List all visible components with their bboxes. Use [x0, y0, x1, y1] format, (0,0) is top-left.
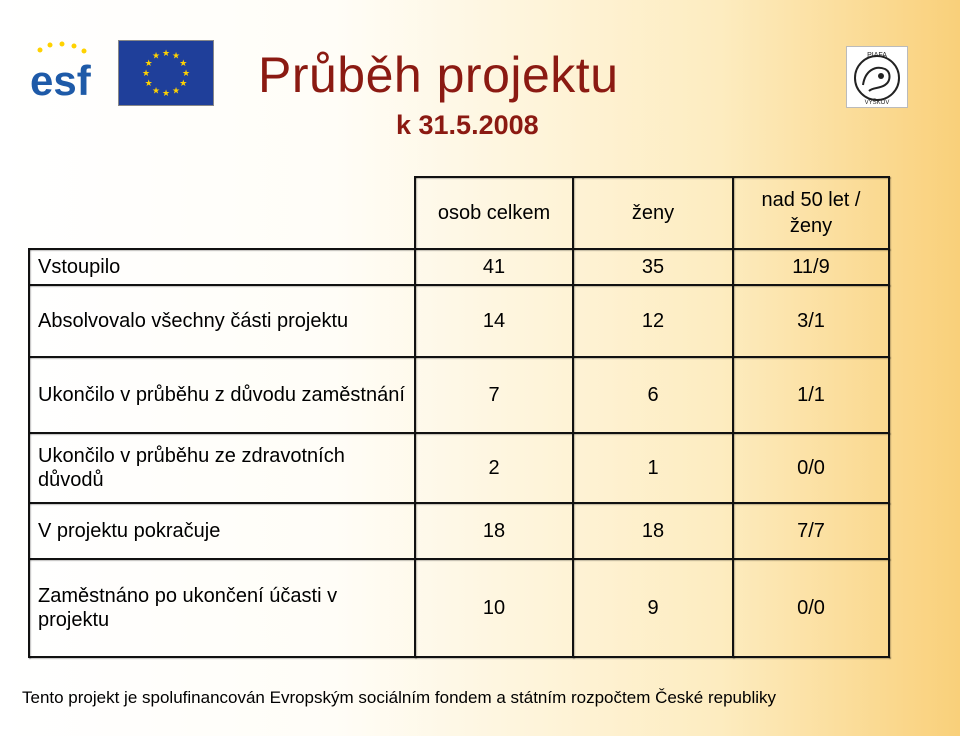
- table-border: [28, 248, 30, 658]
- cell-women: 18: [641, 519, 665, 542]
- cell-over50: 0/0: [797, 456, 825, 479]
- page-subtitle: k 31.5.2008: [396, 110, 539, 140]
- cell-women: 6: [647, 383, 659, 406]
- row-label: Zaměstnáno po ukončení účasti v projektu: [38, 585, 338, 631]
- eu-star-icon: ★: [161, 48, 171, 58]
- table-border: [888, 176, 890, 658]
- eu-star-icon: ★: [151, 85, 161, 96]
- piafa-logo-text: PIAFA: [867, 52, 887, 59]
- esf-logo: [28, 40, 104, 102]
- piafa-logo-subtext: VYŠKOV: [864, 100, 890, 106]
- eu-star-icon: ★: [144, 78, 153, 88]
- cell-women: 1: [647, 456, 659, 479]
- eu-flag-logo: [118, 40, 214, 106]
- cell-women: 9: [647, 596, 659, 619]
- summary-table: [28, 176, 890, 658]
- column-header-over50: nad 50 let /ženy: [761, 189, 861, 237]
- cell-total: 18: [482, 519, 506, 542]
- eu-star-icon: ★: [179, 78, 188, 88]
- column-header-women: ženy: [631, 201, 675, 224]
- cell-total: 7: [488, 383, 500, 406]
- row-label: V projektu pokračuje: [38, 520, 221, 542]
- row-label: Ukončilo v průběhu ze zdravotních důvodů: [38, 445, 345, 491]
- cell-over50: 11/9: [792, 255, 830, 278]
- eu-star-icon: ★: [161, 88, 171, 98]
- eu-star-icon: ★: [144, 58, 153, 68]
- row-label: Ukončilo v průběhu z důvodu zaměstnání: [38, 384, 405, 406]
- page-title: Průběh projektu: [258, 47, 619, 103]
- eu-star-icon: ★: [179, 58, 188, 68]
- table-border: [28, 656, 890, 658]
- piafa-logo: [846, 46, 908, 108]
- eu-star-icon: ★: [171, 50, 181, 61]
- eu-star-icon: ★: [181, 68, 191, 78]
- footer-funding-note: Tento projekt je spolufinancován Evropským sociálním fondem a státním rozpočtem České republiky: [22, 688, 777, 707]
- cell-women: 12: [641, 309, 665, 332]
- row-label: Absolvovalo všechny části projektu: [38, 310, 349, 332]
- eu-star-icon: ★: [171, 85, 181, 96]
- cell-women: 35: [641, 255, 665, 278]
- cell-over50: 1/1: [797, 383, 825, 406]
- cell-total: 10: [482, 596, 506, 619]
- esf-logo-text: esf: [30, 57, 91, 102]
- eu-star-icon: ★: [141, 68, 151, 78]
- cell-total: 2: [488, 456, 500, 479]
- column-header-total: osob celkem: [437, 201, 551, 224]
- cell-total: 41: [482, 255, 506, 278]
- cell-over50: 0/0: [797, 596, 825, 619]
- row-label: Vstoupilo: [38, 256, 121, 278]
- cell-over50: 3/1: [797, 309, 825, 332]
- eu-star-icon: ★: [151, 50, 161, 61]
- cell-over50: 7/7: [797, 519, 825, 542]
- cell-total: 14: [482, 309, 506, 332]
